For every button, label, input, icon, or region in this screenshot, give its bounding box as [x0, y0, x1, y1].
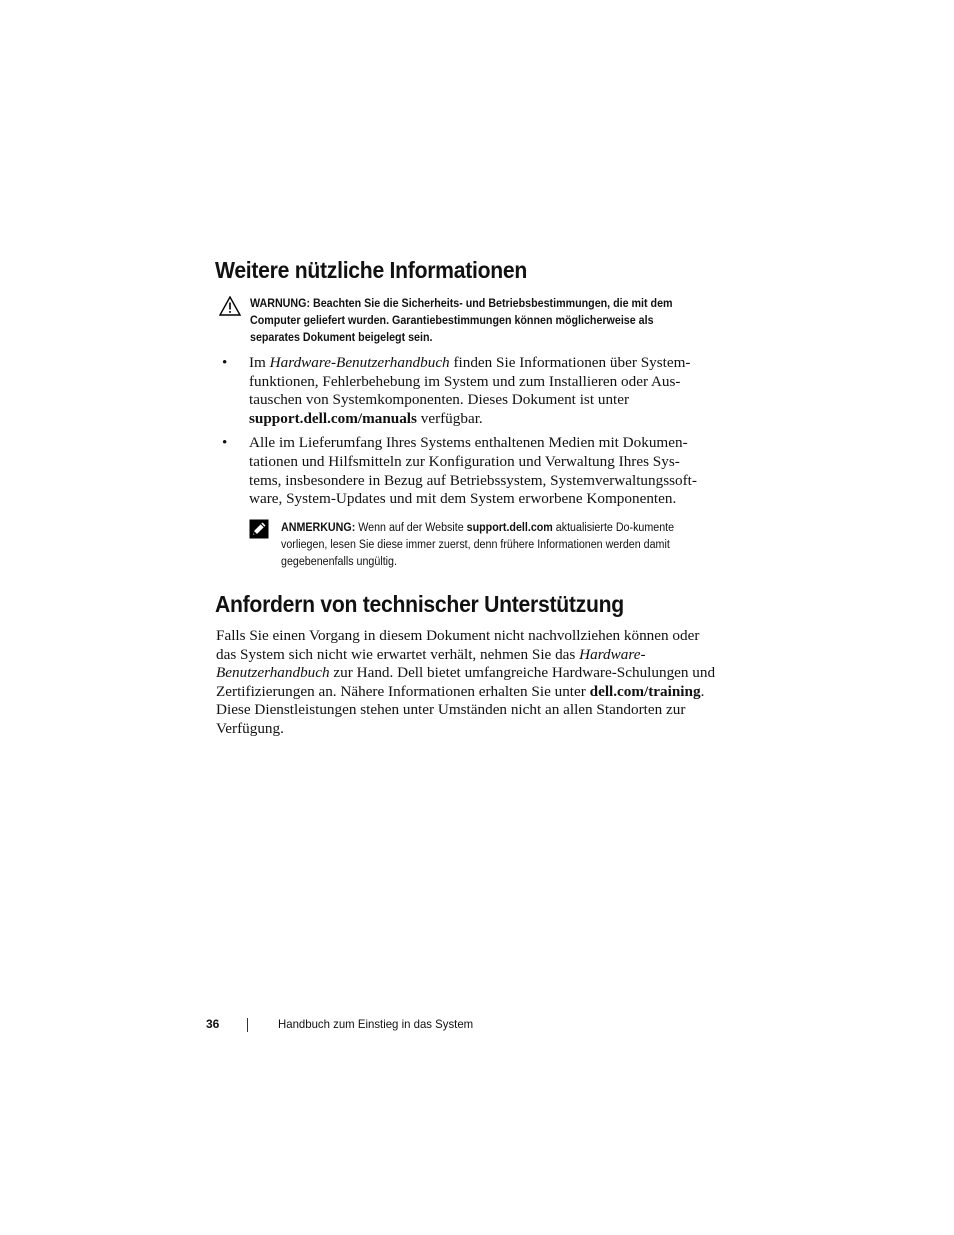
support-link[interactable]: support.dell.com	[466, 522, 553, 534]
page-footer	[0, 1015, 954, 1035]
list-item-text: Alle im Lieferumfang Ihres Systems enthaltenen Medien mit Dokumen-tationen und Hilfsmitteln zur Konfiguration und Verwaltung Ihres Sys-tems, insbesondere in Bezug auf Betriebssystem, Systemverwaltungssoft-ware, System-Updates und mit dem System erworbene Komponenten.	[249, 434, 697, 508]
warning-triangle-icon	[219, 296, 241, 316]
note-label: ANMERKUNG:	[281, 522, 356, 534]
warning-label: WARNUNG:	[250, 298, 311, 310]
page-number: 36	[206, 1017, 220, 1031]
warning-text	[250, 296, 687, 347]
section-heading-technische-unterstuetzung: Anfordern von technischer Unterstützung	[215, 591, 624, 617]
note-text: ANMERKUNG: Wenn auf der Website support.dell.com aktualisierte Do-kumente vorliegen, lesen Sie diese immer zuerst, denn frühere Informationen werden damit gegebenenfalls ungültig.	[281, 522, 675, 568]
support-manuals-link[interactable]: support.dell.com/manuals	[249, 409, 417, 427]
pencil-note-icon	[249, 519, 269, 539]
manual-title: Hardware-Benutzerhandbuch	[269, 354, 450, 371]
bullet-icon: •	[222, 354, 228, 371]
manual-title: Hardware-Benutzerhandbuch	[216, 645, 646, 682]
bullet-icon: •	[222, 434, 228, 452]
footer-title: Handbuch zum Einstieg in das System	[278, 1017, 474, 1031]
section-heading-weitere-informationen: Weitere nützliche Informationen	[215, 257, 528, 283]
list-item-text: Im Hardware-Benutzerhandbuch finden Sie Informationen über System-funktionen, Fehlerbehebung im System und zum Installieren oder Aus-tauschen von Systemkomponenten. Dieses Dokument ist unter support.dell.com/manuals verfügbar.	[249, 354, 691, 427]
list-item	[222, 354, 722, 428]
support-paragraph: Falls Sie einen Vorgang in diesem Dokument nicht nachvollziehen können oder das System sich nicht wie erwartet verhält, nehmen Sie das Hardware-Benutzerhandbuch zur Hand. Dell bietet umfangreiche Hardware-Schulungen und Zertifizierungen an. Nähere Informationen erhalten Sie unter dell.com/training. Diese Dienstleistungen stehen unter Umständen nicht an allen Standorten zur Verfügung.	[216, 627, 716, 737]
training-link[interactable]: dell.com/training	[589, 682, 701, 700]
info-bullet-list	[222, 354, 722, 515]
footer-divider	[247, 1018, 248, 1032]
list-item	[222, 434, 722, 508]
warning-body: Beachten Sie die Sicherheits- und Betriebsbestimmungen, die mit dem Computer geliefert wurden. Garantiebestimmungen können möglicherweise als separates Dokument beigelegt sein.	[250, 298, 673, 344]
